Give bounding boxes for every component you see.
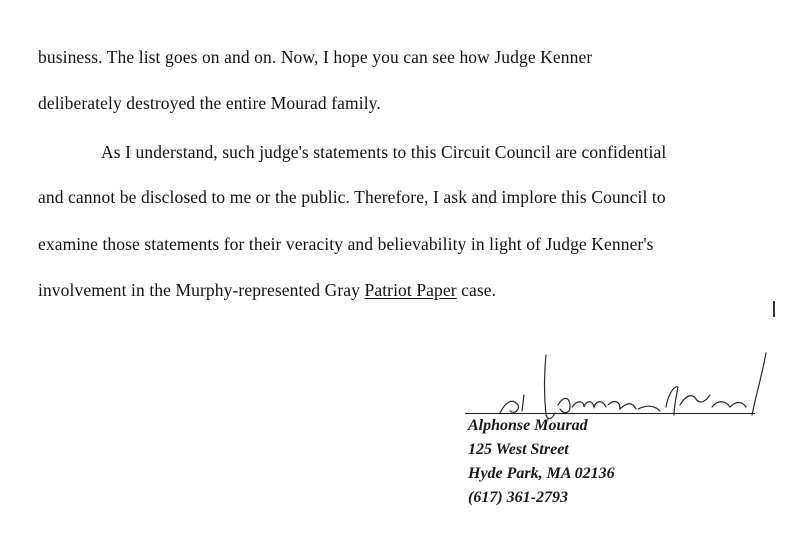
body-line-4: and cannot be disclosed to me or the public. Therefore, I ask and implore this Council to (38, 187, 666, 207)
handwritten-signature (460, 335, 790, 425)
body-line-1: business. The list goes on and on. Now, I hope you can see how Judge Kenner (38, 47, 593, 67)
signature-line (465, 413, 755, 414)
sender-street: 125 West Street (468, 441, 569, 458)
body-line-6-end: case. (456, 280, 497, 300)
body-line-5: examine those statements for their veracity and believability in light of Judge Kenner's (38, 234, 654, 254)
body-line-2: deliberately destroyed the entire Mourad family. (38, 93, 381, 113)
body-line-6 (38, 280, 496, 301)
case-name-underlined: Patriot Paper (364, 280, 457, 300)
sender-city: Hyde Park, MA 02136 (468, 465, 615, 482)
body-line-3: As I understand, such judge's statements to this Circuit Council are confidential (101, 142, 667, 162)
sender-phone: (617) 361-2793 (468, 489, 568, 506)
margin-mark (773, 301, 775, 317)
sender-name: Alphonse Mourad (468, 417, 588, 434)
body-line-6-start: involvement in the Murphy-represented Gray (38, 280, 365, 300)
